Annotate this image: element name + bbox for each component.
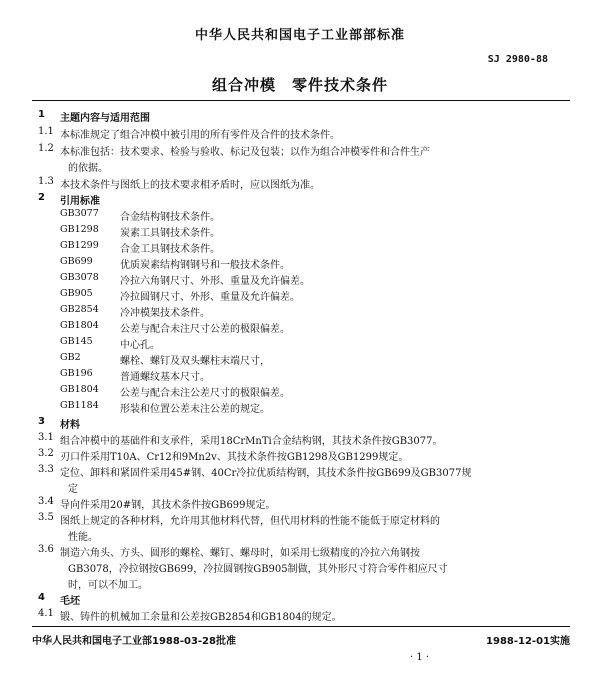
clause-text: 本技术条件与图纸上的技术要求相矛盾时，应以图纸为准。 — [60, 180, 320, 191]
ref-name: 公差与配合未注尺寸公差的极限偏差。 — [120, 324, 290, 335]
effective-date: 1988-12-01实施 — [486, 636, 570, 647]
clause-number: 1.1 — [38, 126, 54, 137]
clause-text: 本标准包括：技术要求、检验与验收、标记及包装；以作为组合冲模零件和合件生产 — [60, 147, 430, 158]
clause-text-continued: 时，可以不加工。 — [68, 580, 148, 591]
ref-name: 中心孔。 — [120, 340, 160, 351]
clause-number: 3.6 — [38, 544, 54, 555]
clause-text-continued: GB3078，冷拉钢按GB699，冷拉圆钢按GB905制做，其外形尺寸符合零件相应尺寸 — [68, 564, 448, 575]
clause-number: 3.1 — [38, 432, 54, 443]
clause-text-continued: 性能。 — [68, 532, 98, 543]
ref-code: GB905 — [60, 288, 93, 299]
ref-code: GB2854 — [60, 304, 99, 315]
section-4-title: 毛坯 — [60, 596, 80, 607]
clause-text: 制造六角头、方头、圆形的螺栓、螺钉、螺母时，如采用七级精度的冷拉六角钢按 — [60, 548, 420, 559]
clause-text-continued: 定 — [68, 484, 78, 495]
clause-text-continued: 的依据。 — [68, 163, 108, 174]
ref-name: 冷冲模架技术条件。 — [120, 308, 210, 319]
ref-name: 冷拉圆钢尺寸、外形、重量及允许偏差。 — [120, 292, 300, 303]
ref-code: GB1184 — [60, 400, 99, 411]
ref-code: GB3078 — [60, 272, 99, 283]
section-2-number: 2 — [38, 192, 45, 203]
clause-number: 1.2 — [38, 143, 54, 154]
approval-date: 中华人民共和国电子工业部1988-03-28批准 — [32, 636, 236, 647]
bottom-rule — [32, 626, 570, 627]
section-1-number: 1 — [38, 109, 45, 120]
ref-code: GB1298 — [60, 224, 99, 235]
clause-text: 组合冲模中的基础件和支承件，采用18CrMnTi合金结构钢，其技术条件按GB3077。 — [60, 436, 443, 447]
ref-name: 螺栓、螺钉及双头螺柱末端尺寸， — [120, 356, 270, 367]
clause-number: 3.2 — [38, 448, 54, 459]
ref-name: 优质炭素结构钢钢号和一般技术条件。 — [120, 260, 290, 271]
org-title: 中华人民共和国电子工业部部标准 — [194, 28, 405, 43]
ref-code: GB699 — [60, 256, 93, 267]
section-3-title: 材料 — [60, 420, 80, 431]
standard-code: SJ 2980-88 — [487, 54, 548, 65]
ref-code: GB1299 — [60, 240, 99, 251]
ref-code: GB1804 — [60, 320, 99, 331]
ref-name: 普通螺纹基本尺寸。 — [120, 372, 210, 383]
section-4-number: 4 — [38, 592, 45, 603]
clause-text: 导向件采用20#钢，其技术条件按GB699规定。 — [60, 500, 276, 511]
ref-name: 冷拉六角钢尺寸、外形、重量及允许偏差。 — [120, 276, 310, 287]
ref-code: GB2 — [60, 352, 81, 363]
ref-code: GB196 — [60, 368, 93, 379]
clause-text: 刃口件采用T10A、Cr12和9Mn2v、其技术条件按GB1298及GB1299规定。 — [60, 452, 409, 463]
ref-name: 合金结构钢技术条件。 — [120, 212, 220, 223]
ref-code: GB1804 — [60, 384, 99, 395]
clause-text: 图纸上规定的各种材料，允许用其他材料代替，但代用材料的性能不能低于原定材料的 — [60, 516, 440, 527]
top-rule — [32, 100, 570, 101]
clause-number: 3.4 — [38, 496, 54, 507]
ref-name: 炭素工具钢技术条件。 — [120, 228, 220, 239]
section-2-title: 引用标准 — [60, 196, 100, 207]
ref-code: GB145 — [60, 336, 93, 347]
section-1-title: 主题内容与适用范围 — [60, 113, 150, 124]
ref-name: 公差与配合未注公差尺寸的极限偏差。 — [120, 388, 290, 399]
clause-text: 锻、铸件的机械加工余量和公差按GB2854和GB1804的规定。 — [60, 612, 342, 623]
clause-text: 定位、卸料和紧固件采用45#钢、40Cr冷拉优质结构钢，其技术条件按GB699及GB3077规 — [60, 468, 472, 479]
clause-number: 4.1 — [38, 608, 54, 619]
document-title: 组合冲模 零件技术条件 — [211, 76, 388, 94]
page-number: · 1 · — [410, 652, 430, 663]
clause-number: 3.5 — [38, 512, 54, 523]
clause-number: 3.3 — [38, 464, 54, 475]
ref-code: GB3077 — [60, 208, 99, 219]
clause-text: 本标准规定了组合冲模中被引用的所有零件及合件的技术条件。 — [60, 130, 340, 141]
ref-name: 合金工具钢技术条件。 — [120, 244, 220, 255]
clause-number: 1.3 — [38, 176, 54, 187]
section-3-number: 3 — [38, 416, 45, 427]
ref-name: 形装和位置公差未注公差的规定。 — [120, 404, 270, 415]
